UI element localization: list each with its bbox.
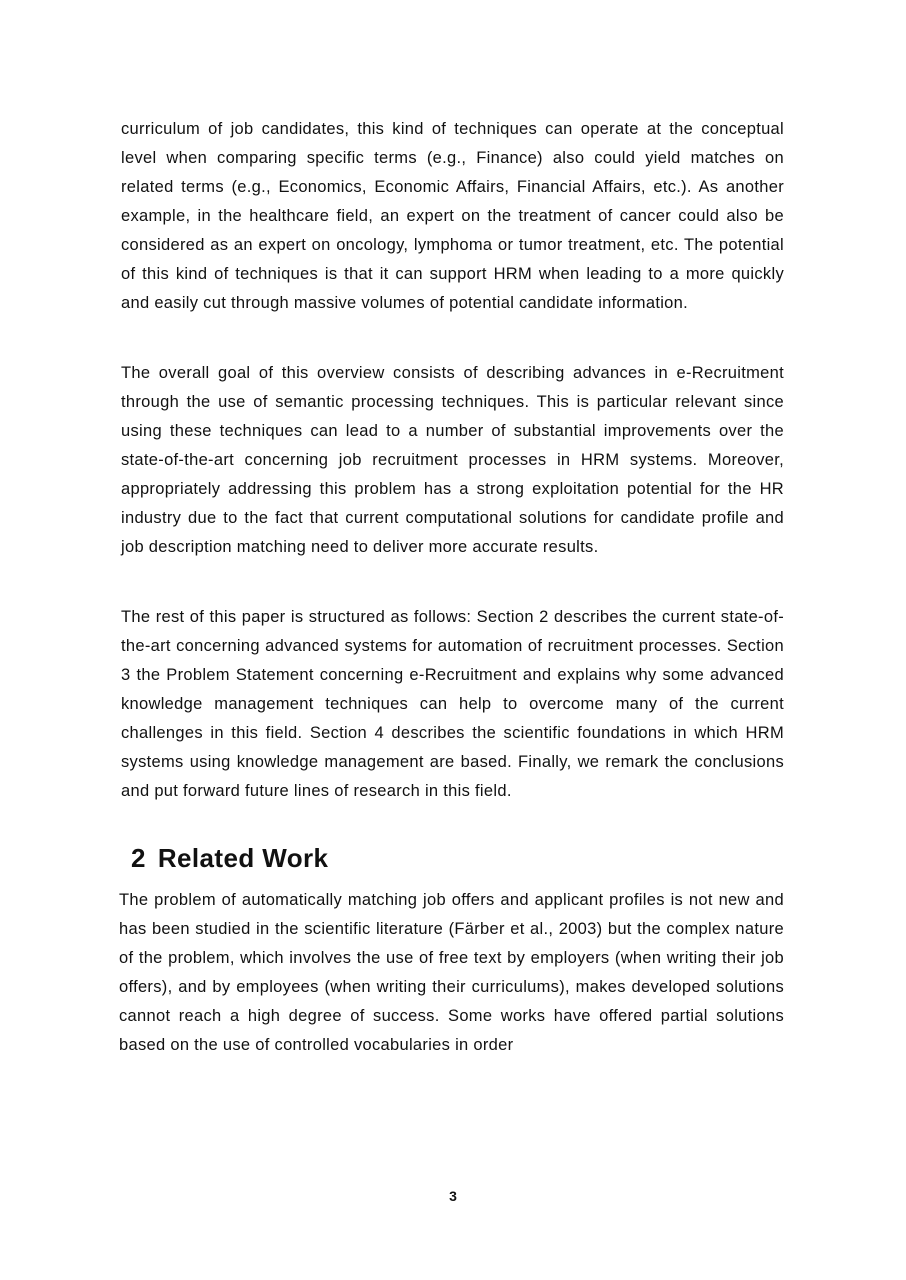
- paragraph-2: The overall goal of this overview consists of describing advances in e-Recruitment through the use of semantic processing techniques. This is particular relevant since using these techniques can lead to a number of substantial improvements over the state-of-the-art concerning job recruitment processes in HRM systems. Moreover, appropriately addressing this problem has a strong exploitation potential for the HR industry due to the fact that current computational solutions for candidate profile and job description matching need to deliver more accurate results.: [121, 364, 784, 556]
- section-title: Related Work: [157, 843, 329, 873]
- paragraph-3: The rest of this paper is structured as follows: Section 2 describes the current state-of-the-art concerning advanced systems for automation of recruitment processes. Section 3 the Problem Statement concerning e-Recruitment and explains why some advanced knowledge management techniques can help to overcome many of the current challenges in this field. Section 4 describes the scientific foundations in which HRM systems using knowledge management are based. Finally, we remark the conclusions and put forward future lines of research in this field.: [121, 608, 784, 800]
- section-body-paragraph: The problem of automatically matching job offers and applicant profiles is not new and has been studied in the scientific literature (Färber et al., 2003) but the complex nature of the problem, which involves the use of free text by employers (when writing their job offers), and by employees (when writing their curriculums), makes developed solutions cannot reach a high degree of success. Some works have offered partial solutions based on the use of controlled vocabularies in order: [119, 891, 784, 1054]
- page-number: 3: [449, 1188, 457, 1204]
- section-heading-related-work: [131, 838, 784, 878]
- paragraph-1: curriculum of job candidates, this kind of techniques can operate at the conceptual level when comparing specific terms (e.g., Finance) also could yield matches on related terms (e.g., Economics, Economic Affairs, Financial Affairs, etc.). As another example, in the healthcare field, an expert on the treatment of cancer could also be considered as an expert on oncology, lymphoma or tumor treatment, etc. The potential of this kind of techniques is that it can support HRM when leading to a more quickly and easily cut through massive volumes of potential candidate information.: [121, 120, 784, 312]
- page-content: [121, 115, 784, 1060]
- section-number: 2: [131, 843, 146, 873]
